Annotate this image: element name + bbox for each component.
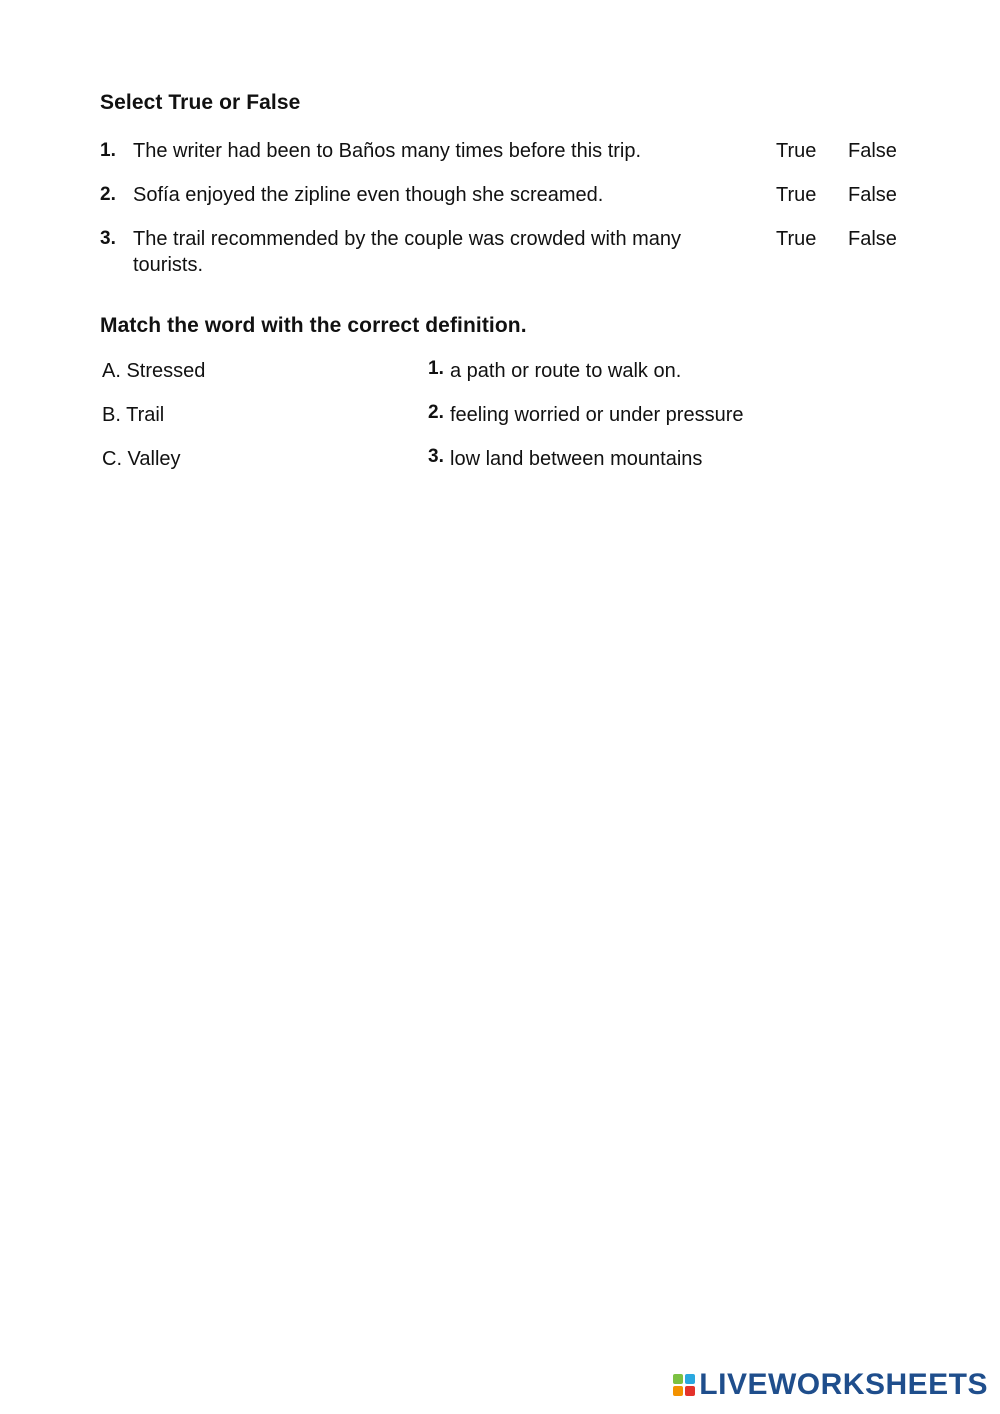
- question-number: 2.: [100, 184, 116, 205]
- logo-mark-green: [673, 1374, 683, 1384]
- definition-text: low land between mountains: [450, 448, 703, 470]
- definition-number: 2.: [428, 402, 444, 423]
- true-option-3[interactable]: True: [776, 228, 817, 250]
- question-text: Sofía enjoyed the zipline even though she screamed.: [133, 184, 604, 206]
- false-option-3[interactable]: False: [848, 228, 897, 250]
- question-number: 3.: [100, 228, 116, 249]
- definition-number: 3.: [428, 446, 444, 467]
- question-text: The writer had been to Baños many times before this trip.: [133, 140, 642, 162]
- match-word-c[interactable]: C. Valley: [102, 448, 181, 470]
- definition-text: feeling worried or under pressure: [450, 404, 744, 426]
- true-option-1[interactable]: True: [776, 140, 817, 162]
- matching-heading: Match the word with the correct definition.: [100, 314, 527, 337]
- question-number: 1.: [100, 140, 116, 161]
- false-option-1[interactable]: False: [848, 140, 897, 162]
- definition-text: a path or route to walk on.: [450, 360, 682, 382]
- logo-mark-blue: [685, 1374, 695, 1384]
- true-option-2[interactable]: True: [776, 184, 817, 206]
- logo-text: LIVEWORKSHEETS: [699, 1368, 988, 1401]
- true-false-heading: Select True or False: [100, 91, 301, 114]
- logo-mark-icon: [673, 1374, 695, 1396]
- question-text: The trail recommended by the couple was crowded with many tourists.: [133, 228, 682, 276]
- match-word-a[interactable]: A. Stressed: [102, 360, 206, 382]
- definition-number: 1.: [428, 358, 444, 379]
- false-option-2[interactable]: False: [848, 184, 897, 206]
- logo-mark-red: [685, 1386, 695, 1396]
- match-word-b[interactable]: B. Trail: [102, 404, 165, 426]
- liveworksheets-logo: [673, 1368, 988, 1402]
- logo-mark-orange: [673, 1386, 683, 1396]
